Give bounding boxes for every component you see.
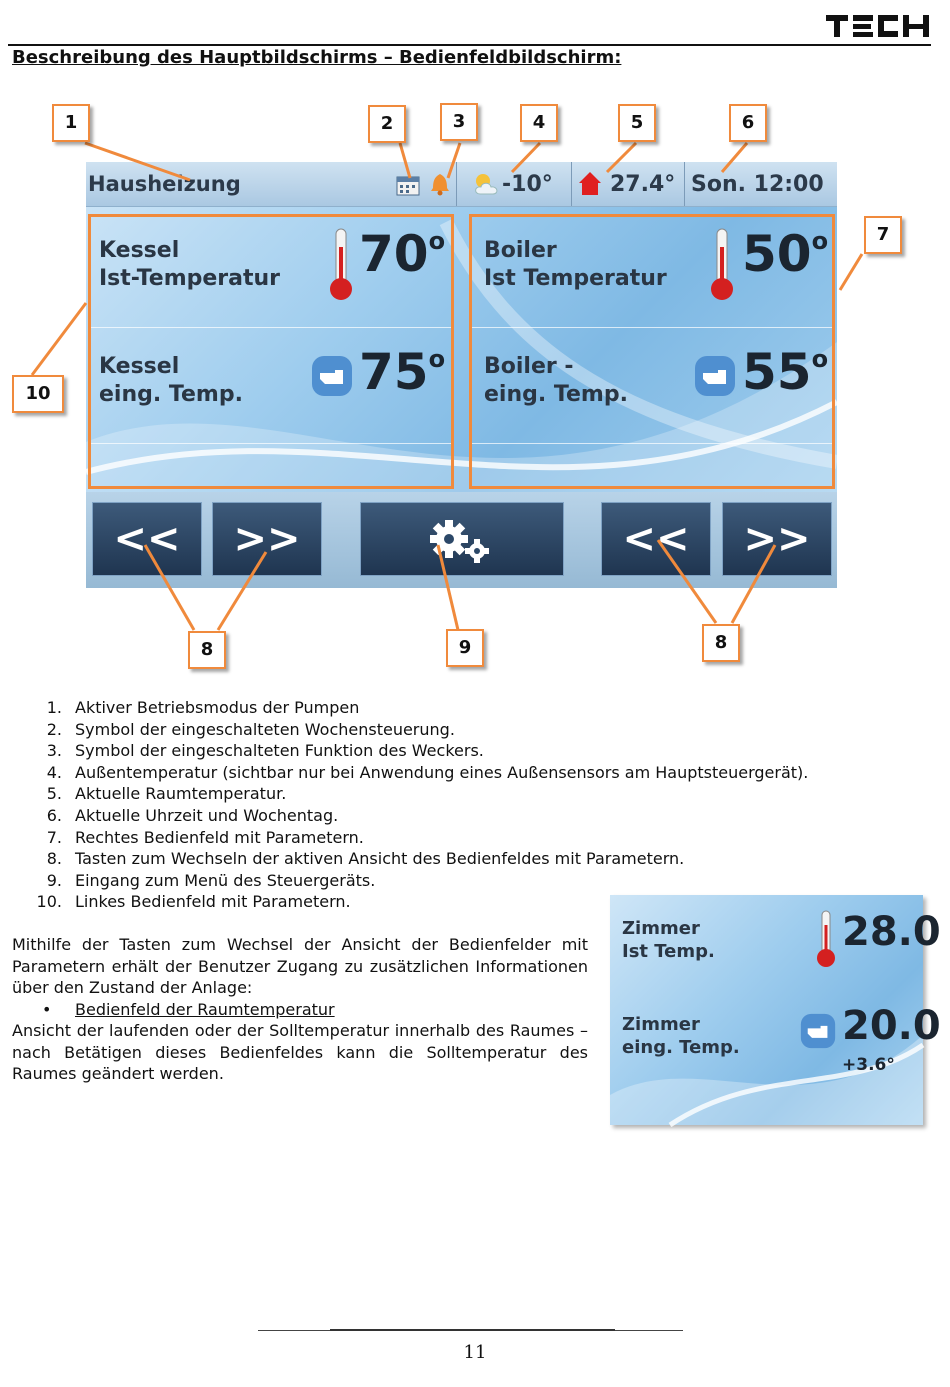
dhw-setpoint-label: Boiler - eing. Temp. [484,354,628,407]
outdoor-temperature: -10° [502,172,553,197]
bell-icon [428,172,452,200]
thermometer-icon [708,227,736,307]
callout-4: 4 [520,104,558,142]
row-divider [91,327,451,328]
list-item: 7. Rechtes Bedienfeld mit Parametern. [46,827,364,847]
boiler-setpoint-label: Kessel eing. Temp. [99,354,243,407]
hand-pointer-icon [800,1013,836,1053]
row-divider [472,327,832,328]
menu-button[interactable] [360,502,564,576]
list-item: 2. Symbol der eingeschalteten Wochensteuerung. [46,719,455,739]
callout-6: 6 [729,104,767,142]
list-item: 8. Tasten zum Wechseln der aktiven Ansicht des Bedienfeldes mit Parametern. [46,849,685,869]
room-offset-value: +3.6° [842,1055,895,1075]
weather-icon [472,172,502,200]
row-divider [91,443,451,444]
hand-pointer-icon [311,355,353,401]
description-list [12,697,808,913]
callout-5: 5 [618,104,656,142]
boiler-actual-label: Kessel Ist-Temperatur [99,238,281,291]
status-separator [571,162,572,206]
callout-9: 9 [446,629,484,667]
callout-3: 3 [440,103,478,141]
list-item: 4. Außentemperatur (sichtbar nur bei Anwendung eines Außensensors am Hauptsteuergerät). [46,762,809,782]
room-temperature-panel[interactable] [610,895,941,1125]
room-setpoint-value: 20.0 [842,1003,941,1049]
thermometer-icon [814,909,838,973]
boiler-setpoint-value: 75$^o$ [359,343,446,401]
callout-2: 2 [368,105,406,143]
right-parameter-panel[interactable] [469,214,835,489]
left-parameter-panel[interactable] [88,214,454,489]
right-next-button[interactable]: >> [722,502,832,576]
screen-title: Hausheizung [88,172,241,196]
list-item: 10. Linkes Bedienfeld mit Parametern. [36,892,351,912]
callout-8-left: 8 [188,631,226,669]
list-item: 6. Aktuelle Uhrzeit und Wochentag. [46,805,339,825]
header-rule [8,44,931,46]
room-setpoint-label: Zimmer eing. Temp. [622,1014,740,1058]
thermometer-icon [327,227,355,307]
room-actual-value: 28.0 [842,909,941,955]
dhw-setpoint-value: 55$^o$ [742,343,829,401]
callout-8-right: 8 [702,624,740,662]
tech-logo [826,12,930,40]
main-screen [86,162,837,588]
list-item: 3. Symbol der eingeschalteten Funktion des Weckers. [46,741,484,761]
hand-pointer-icon [694,355,736,401]
status-separator [684,162,685,206]
callout-10: 10 [12,375,64,413]
callout-1: 1 [52,104,90,142]
gear-icon [427,517,497,590]
left-next-button[interactable]: >> [212,502,322,576]
room-actual-label: Zimmer Ist Temp. [622,918,715,962]
page-heading: Beschreibung des Hauptbildschirms – Bedienfeldbildschirm: [12,47,622,68]
list-item: 9. Eingang zum Menü des Steuergeräts. [46,870,376,890]
button-bar [86,492,837,588]
boiler-actual-value: 70$^o$ [359,225,446,283]
intro-paragraph: Mithilfe der Tasten zum Wechsel der Ansicht der Bedienfelder mit Parametern erhält der Benutzer Zugang zu zusätzlichen Informationen über den Zustand der Anlage: [12,935,588,998]
list-item: 1. Aktiver Betriebsmodus der Pumpen [46,698,360,717]
room-panel-description: Ansicht der laufenden oder der Solltemperatur innerhalb des Raumes – nach Betätigen dieses Bedienfeldes kann die Solltemperatur des Raumes geändert werden. [12,1021,588,1084]
dhw-actual-value: 50$^o$ [742,225,829,283]
dhw-actual-label: Boiler Ist Temperatur [484,238,667,291]
list-item: 5. Aktuelle Raumtemperatur. [46,784,287,804]
left-prev-button[interactable]: << [92,502,202,576]
calendar-icon [396,174,420,200]
clock-display: Son. 12:00 [691,172,824,197]
status-bar [86,162,837,207]
room-temperature: 27.4° [610,172,676,197]
callout-7: 7 [864,216,902,254]
house-icon [578,171,602,201]
right-prev-button[interactable]: << [601,502,711,576]
footer-rule [330,1329,615,1331]
row-divider [472,443,832,444]
page-number: 11 [463,1342,487,1363]
status-separator [456,162,457,206]
